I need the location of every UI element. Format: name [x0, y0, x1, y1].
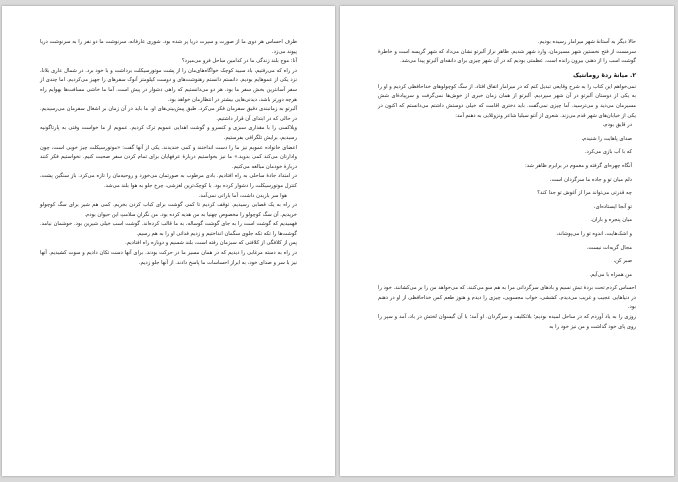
paragraph: در امتداد جادهٔ ساحلی به راه افتادیم. بادی مرطوب به صورتمان می‌خورد و روحیه‌مان را تازه می‌کرد. باز سنگین پشت، کنترل موتورسیکلت را دشوار کرده بود. با کوچک‌ترین لغزشی، چرخ جلو به هوا بلند می‌شد.: [40, 173, 297, 189]
paragraph: آلبرتو به زمانبندی دقیق سفرمان فکر می‌کرد. طبق پیش‌بینی‌های او، ما باید در آن زمان بر اشغال سفرمان می‌رسیدیم. در حالی که در ابتدای آن قرار داشتیم.: [40, 106, 297, 122]
left-page: [2, 6, 335, 476]
paragraph: ویلاکسی را با مقداری سبزی و کنسرو و گوشت اهدایی عمویم ترک کردیم. عمویم از ما خواست وفتی به پارتاگونیه رسیدیم، برایش تلگرافی بفرستیم.: [40, 125, 297, 141]
section-heading: ۲. میانهٔ ردهٔ رومانتیک: [572, 71, 636, 79]
paragraph: آنا: موج بلند زندگی ما در کدامین ساحل فرو می‌میرد؟: [181, 58, 297, 65]
poem-line: من همراه با می‌آیم.: [589, 271, 632, 278]
right-page-body: [378, 38, 636, 332]
poem-line: تو آنجا ایستاده‌ای،: [593, 203, 632, 210]
paragraph: نمی‌خواهم این کتاب را به شرح وقایعی تبدیل کنم که در میرامار اتفاق افتاد. از سگ کوچولوهای خداحافظی کردیم و او را به یکی از دوستان آلبرتو در آن شهر سپردیم. آلبرتو از همان زمان خبری از خوش‌ها نمی‌گرفت و سرپیادهٔ‌ای شش مسیرمان می‌دید و می‌ترسید. آما چیزی نمی‌گفت. باید دختری اقامت که خیلی دوستش داشتم می‌دانستم که اکنون در یکی از خیابان‌های شهر قدم می‌زند. شعری از آنتو سیلیا شاعر ونزوئلایی به ذهنم آمد:: [378, 83, 636, 119]
poem-line: چه قدرتی می‌تواند مرا از آغوش تو جدا کند؟: [537, 190, 632, 197]
paragraph: هوا سر باریدن داشت، آما باراتی نمی‌آمد.: [198, 192, 287, 199]
poem-line: آنگاه چهره‌ای گرفته و مغموم در برابرم ظاهر شد:: [525, 162, 632, 169]
paragraph: در راه به دسته مرغابی را دیدیم که در همان مسیر ما در حرکت بودند. برای آنها دست تکان دادیم و سوت کشیدیم. آنها نیز با سر و صدای خود، به ابراز احساسات ما پاسخ دادند. از آنها جلو زدیم.: [40, 250, 297, 266]
poem: [378, 121, 636, 280]
paragraph: پس از کلافگی از کلافتی که سبزمان رفته است، بلند شسیم و دوباره راه افتادیم.: [125, 240, 297, 247]
poem-line: و اشک‌هایت، اندوه تو را می‌پوشاند،: [556, 230, 632, 237]
poem-line: دلم میان تو و جاده ما سرگردان است،: [549, 176, 632, 183]
poem-line: صدای پاهایت را شنیدم،: [581, 135, 632, 142]
paragraph: ظرف احساس هر دوی ما از صورت و سپرت دریا پر شده بود. شوری عارفانه، سرنوشت ما دو نفر را به سرنوشت دریا پیوند می‌زد.: [40, 39, 297, 55]
poem-line: در قایق بودم،: [602, 122, 632, 129]
paragraph: در راه به یک قصابی رسیدیم. توقف کردیم تا کمی گوشت برای کباب کردن بخریم. کمی هم شیر برای سگ کوچولو خریدیم. آن سگ کوچولو را مخصوص چهنیا به من هدیه کرده بود. من نگرانِ سلامتِ این حیوان بودم.: [40, 202, 297, 218]
intro-line: حالا دیگر به آستانهٔ شهر میرامار رسیده بودیم.: [537, 39, 636, 45]
paragraph: در راه که می‌رفتیم، باد سبید کوچک خواگاه‌های‌مان را از پشت موتورسیکلت برداشت و با خود برد. در شمال عاری بلانا، نزد یکی از عموهایم بودیم. دانستم دانستم رهنوشت‌های و دوست کیلومتر آنوک سفرهای را جهیز می‌کردیم. اما چندی از سفر آسانترین بخش سفر ما بود. هر دو می‌دانستیم که راهی دشوار در پیش است. آما ما خاشی مسافت‌ها بهوایم راه هرچه دورتر باشد، دیدنی‌هایی بیشتر در انتظارمان خواهد بود.: [40, 67, 297, 103]
paragraph: فهمیدیم که گوشت است را به جای گوشت گوساله، به ما قالب کرده‌اند. گوشت اسب خیلی شیرین بود. خوشمان نیامد. گوشت‌ها را تکه تکه جلوی سگمان انداختیم و زدیم فداتی او را به هم رسیم.: [40, 221, 297, 237]
paragraph: اعضای خانواده عمویم نیز ما را دست انداختند و کمی خندیدند. یکی از آنها گفت: «موتورسیکلت چیز خوبی است، چون وادارتان می‌کند کمی بدوید.» ما نیز بخواستیم دربارهٔ عرفهایان برای تمام کردن سفر صحبت کنیم. نخواستیم فکر کنند دربارهٔ خودمان مبالغه می‌کنیم.: [40, 144, 297, 170]
paragraph: سرمست از فتح نخستین شهر مسیرمان، وارد شهر شدیم. ظاهر نراز آلبرتو نشان می‌داد که شهر گریسه است و خاطرهٔ گوشت اسب را از ذهنی بیرون رانده است. عظمتی بودیم که در آن شهر چیزی برای دانقه‌ای آلبرتو پیدا می‌شد.: [378, 48, 636, 65]
paragraph: روزی را به یاد آوردم که در ساحل لمیده بودیم؛ بلاتکلیف و سرگردان. او آمد؛ با آن گیسوان لختش در باد، آمد و سپر را روی پای خود گذاشت و من نیز خود را به: [378, 314, 636, 330]
left-page-body: [40, 38, 297, 268]
poem-line: که با آب بازی می‌کرد.: [584, 149, 632, 156]
poem-line: صبر کن،: [613, 258, 632, 265]
poem-line: مجال گریه‌ات نیست،: [586, 244, 632, 251]
poem-line: میان پنجره و باران.: [590, 217, 632, 224]
paragraph: احساس کردم تحت بردهٔ تبش نسیم و بادهای سرگردانی مرا به هم سو می‌کنند. که می‌خواهد من را بر می‌کشانند. خود را در دنیاهایی عجیب و غریب می‌دیدم. کششی، خواب مجسویی، چیزی را دیدم و هنوز طعم کس خداحافظی از او در ذهنم بود.: [378, 285, 636, 311]
right-page: [340, 6, 674, 476]
